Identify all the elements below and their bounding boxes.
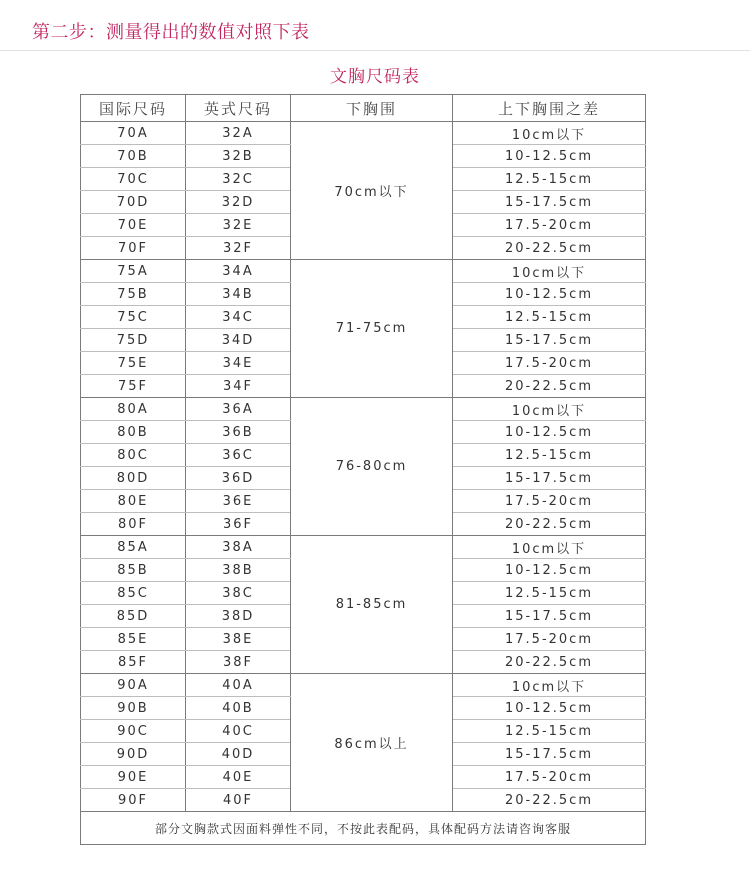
cell-international-size: 70C [81, 168, 186, 191]
note-row [81, 812, 646, 845]
table-body [81, 122, 646, 812]
cell-bust-difference: 12.5-15cm [453, 720, 646, 743]
cell-bust-difference: 10cm以下 [453, 398, 646, 421]
cell-uk-size: 32F [186, 237, 291, 260]
cell-international-size: 85A [81, 536, 186, 559]
cell-underbust: 86cm以上 [291, 674, 453, 812]
cell-uk-size: 32E [186, 214, 291, 237]
cell-bust-difference: 10-12.5cm [453, 559, 646, 582]
cell-uk-size: 36B [186, 421, 291, 444]
table-note: 部分文胸款式因面料弹性不同，不按此表配码，具体配码方法请咨询客服 [81, 812, 646, 845]
cell-bust-difference: 17.5-20cm [453, 214, 646, 237]
cell-international-size: 90C [81, 720, 186, 743]
cell-international-size: 85C [81, 582, 186, 605]
cell-uk-size: 34B [186, 283, 291, 306]
cell-international-size: 70A [81, 122, 186, 145]
cell-uk-size: 38C [186, 582, 291, 605]
cell-uk-size: 38A [186, 536, 291, 559]
cell-uk-size: 38D [186, 605, 291, 628]
cell-bust-difference: 17.5-20cm [453, 352, 646, 375]
header-bust-difference: 上下胸围之差 [453, 95, 646, 122]
bra-size-table [80, 94, 646, 845]
cell-international-size: 75C [81, 306, 186, 329]
cell-international-size: 70D [81, 191, 186, 214]
cell-bust-difference: 12.5-15cm [453, 444, 646, 467]
cell-bust-difference: 17.5-20cm [453, 766, 646, 789]
cell-international-size: 85E [81, 628, 186, 651]
cell-uk-size: 36A [186, 398, 291, 421]
cell-uk-size: 36C [186, 444, 291, 467]
cell-uk-size: 38E [186, 628, 291, 651]
cell-uk-size: 32C [186, 168, 291, 191]
cell-international-size: 85B [81, 559, 186, 582]
cell-bust-difference: 15-17.5cm [453, 329, 646, 352]
cell-international-size: 80D [81, 467, 186, 490]
cell-uk-size: 34A [186, 260, 291, 283]
cell-international-size: 75D [81, 329, 186, 352]
cell-international-size: 80A [81, 398, 186, 421]
cell-bust-difference: 20-22.5cm [453, 513, 646, 536]
cell-bust-difference: 12.5-15cm [453, 168, 646, 191]
cell-bust-difference: 15-17.5cm [453, 191, 646, 214]
heading-divider [0, 50, 750, 51]
cell-uk-size: 40B [186, 697, 291, 720]
cell-international-size: 80F [81, 513, 186, 536]
cell-bust-difference: 10-12.5cm [453, 283, 646, 306]
cell-bust-difference: 10-12.5cm [453, 697, 646, 720]
table-row [81, 536, 646, 559]
cell-bust-difference: 20-22.5cm [453, 375, 646, 398]
cell-bust-difference: 10cm以下 [453, 674, 646, 697]
cell-international-size: 85F [81, 651, 186, 674]
cell-uk-size: 36E [186, 490, 291, 513]
cell-international-size: 90B [81, 697, 186, 720]
cell-uk-size: 34F [186, 375, 291, 398]
cell-underbust: 81-85cm [291, 536, 453, 674]
cell-uk-size: 38F [186, 651, 291, 674]
table-header-row [81, 95, 646, 122]
cell-international-size: 70F [81, 237, 186, 260]
cell-underbust: 76-80cm [291, 398, 453, 536]
cell-uk-size: 32D [186, 191, 291, 214]
cell-uk-size: 40D [186, 743, 291, 766]
cell-international-size: 90A [81, 674, 186, 697]
cell-uk-size: 32B [186, 145, 291, 168]
cell-uk-size: 40F [186, 789, 291, 812]
cell-uk-size: 32A [186, 122, 291, 145]
cell-uk-size: 36D [186, 467, 291, 490]
table-title: 文胸尺码表 [330, 67, 420, 87]
cell-uk-size: 34D [186, 329, 291, 352]
table-row [81, 260, 646, 283]
table-row [81, 398, 646, 421]
cell-uk-size: 40C [186, 720, 291, 743]
cell-uk-size: 40E [186, 766, 291, 789]
cell-uk-size: 40A [186, 674, 291, 697]
cell-bust-difference: 20-22.5cm [453, 237, 646, 260]
cell-bust-difference: 20-22.5cm [453, 789, 646, 812]
cell-international-size: 70E [81, 214, 186, 237]
cell-bust-difference: 17.5-20cm [453, 628, 646, 651]
cell-underbust: 70cm以下 [291, 122, 453, 260]
step-heading: 第二步：测量得出的数值对照下表 [32, 22, 310, 43]
cell-uk-size: 34E [186, 352, 291, 375]
cell-international-size: 90F [81, 789, 186, 812]
table-row [81, 122, 646, 145]
cell-uk-size: 34C [186, 306, 291, 329]
cell-international-size: 80C [81, 444, 186, 467]
cell-underbust: 71-75cm [291, 260, 453, 398]
cell-bust-difference: 12.5-15cm [453, 582, 646, 605]
cell-international-size: 70B [81, 145, 186, 168]
cell-international-size: 90D [81, 743, 186, 766]
cell-international-size: 80B [81, 421, 186, 444]
cell-bust-difference: 10cm以下 [453, 536, 646, 559]
cell-international-size: 85D [81, 605, 186, 628]
cell-international-size: 75F [81, 375, 186, 398]
cell-international-size: 80E [81, 490, 186, 513]
cell-international-size: 75B [81, 283, 186, 306]
cell-bust-difference: 10cm以下 [453, 122, 646, 145]
header-international-size: 国际尺码 [81, 95, 186, 122]
cell-bust-difference: 15-17.5cm [453, 605, 646, 628]
cell-bust-difference: 10-12.5cm [453, 145, 646, 168]
cell-bust-difference: 15-17.5cm [453, 743, 646, 766]
cell-international-size: 75E [81, 352, 186, 375]
cell-international-size: 90E [81, 766, 186, 789]
cell-bust-difference: 17.5-20cm [453, 490, 646, 513]
header-underbust: 下胸围 [291, 95, 453, 122]
cell-bust-difference: 20-22.5cm [453, 651, 646, 674]
cell-uk-size: 36F [186, 513, 291, 536]
cell-international-size: 75A [81, 260, 186, 283]
table-row [81, 674, 646, 697]
cell-bust-difference: 10-12.5cm [453, 421, 646, 444]
cell-bust-difference: 12.5-15cm [453, 306, 646, 329]
cell-uk-size: 38B [186, 559, 291, 582]
cell-bust-difference: 15-17.5cm [453, 467, 646, 490]
cell-bust-difference: 10cm以下 [453, 260, 646, 283]
header-uk-size: 英式尺码 [186, 95, 291, 122]
